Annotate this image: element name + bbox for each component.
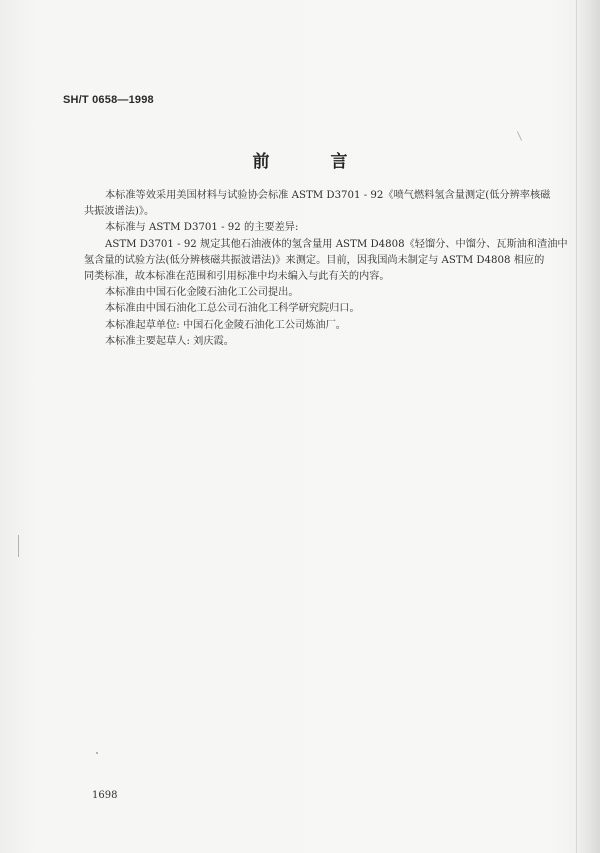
scan-speck [517, 131, 522, 140]
scan-speck [18, 535, 19, 557]
foreword-body [84, 188, 580, 350]
page-number: 1698 [92, 790, 118, 801]
paragraph-line: 同类标准，故本标准在范围和引用标准中均未编入与此有关的内容。 [84, 271, 390, 283]
paragraph-line: 本标准等效采用美国材料与试验协会标准 ASTM D3701 - 92《喷气燃料氢含量测定(低分辨率核磁 [105, 190, 551, 201]
paragraph-line: 氢含量的试验方法(低分辨核磁共振波谱法)》来测定。目前，因我国尚未制定与 ASTM D4808 相应的 [84, 254, 545, 266]
paragraph-line: 共振波谱法)》。 [84, 206, 155, 218]
paragraph-line: 本标准由中国石化金陵石油化工公司提出。 [105, 287, 299, 299]
scan-speck [96, 752, 98, 754]
page-title: 前 言 [252, 152, 370, 172]
paragraph-line: 本标准与 ASTM D3701 - 92 的主要差异: [105, 222, 299, 234]
page-fold-line [576, 0, 577, 853]
paragraph-line: 本标准主要起草人: 刘庆霞。 [105, 335, 234, 347]
page-edge-shadow [574, 0, 600, 853]
standard-code: SH/T 0658—1998 [63, 94, 154, 106]
paragraph-line: ASTM D3701 - 92 规定其他石油液体的氢含量用 ASTM D4808《轻馏分、中馏分、瓦斯油和渣油中 [105, 238, 568, 250]
paragraph-line: 本标准起草单位: 中国石化金陵石油化工公司炼油厂。 [105, 319, 346, 331]
paragraph-line: 本标准由中国石油化工总公司石油化工科学研究院归口。 [105, 303, 360, 315]
